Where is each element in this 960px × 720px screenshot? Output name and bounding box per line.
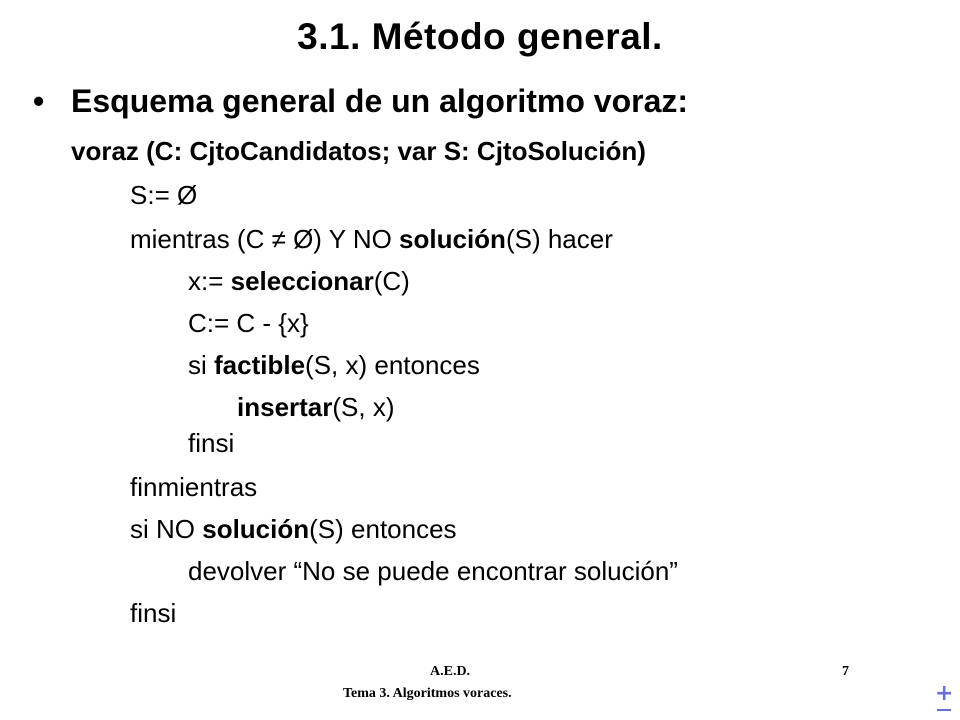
code-line-while: [130, 224, 613, 255]
code-text: (C): [373, 266, 410, 296]
function-name: insertar: [237, 392, 333, 422]
code-line-select: [188, 266, 410, 297]
function-name: seleccionar: [230, 266, 374, 296]
not-equal-symbol: ≠: [271, 224, 286, 254]
code-line-insert: [237, 392, 395, 423]
code-line-endif-final: finsi: [130, 598, 177, 628]
code-text: mientras (C: [130, 224, 272, 254]
code-text: si NO: [130, 514, 203, 544]
function-name: factible: [214, 350, 306, 380]
bullet-dot: •: [33, 83, 45, 119]
code-text: x:=: [188, 266, 231, 296]
plus-glyph: +: [935, 681, 954, 706]
code-line-endwhile: finmientras: [130, 472, 258, 502]
code-line-endif: finsi: [188, 428, 235, 458]
code-line-if-no-solution: [130, 514, 457, 545]
code-text: Ø) Y NO: [285, 224, 400, 254]
code-text: (S, x) entonces: [305, 350, 480, 380]
footer-course: A.E.D.: [430, 664, 471, 679]
bullet-heading: [33, 82, 688, 120]
function-name: solución: [399, 224, 506, 254]
code-line-init: S:= Ø: [130, 180, 198, 210]
heading-text: Esquema general de un algoritmo voraz:: [71, 83, 689, 119]
underline-bar: [937, 709, 951, 711]
slide-title: 3.1. Método general.: [297, 16, 663, 57]
plus-icon[interactable]: [935, 681, 954, 714]
code-line-return: devolver “No se puede encontrar solución”: [188, 556, 678, 586]
code-line-remove: C:= C - {x}: [188, 308, 309, 338]
footer-page-number: 7: [842, 664, 849, 679]
code-text: (S, x): [332, 392, 395, 422]
code-text: si: [188, 350, 214, 380]
code-text: (S) hacer: [505, 224, 613, 254]
function-name: solución: [202, 514, 310, 544]
code-text: (S) entonces: [309, 514, 457, 544]
footer-topic: Tema 3. Algoritmos voraces.: [343, 686, 512, 701]
function-signature: voraz (C: CjtoCandidatos; var S: CjtoSolución): [71, 136, 646, 166]
code-line-if-feasible: [188, 350, 480, 381]
